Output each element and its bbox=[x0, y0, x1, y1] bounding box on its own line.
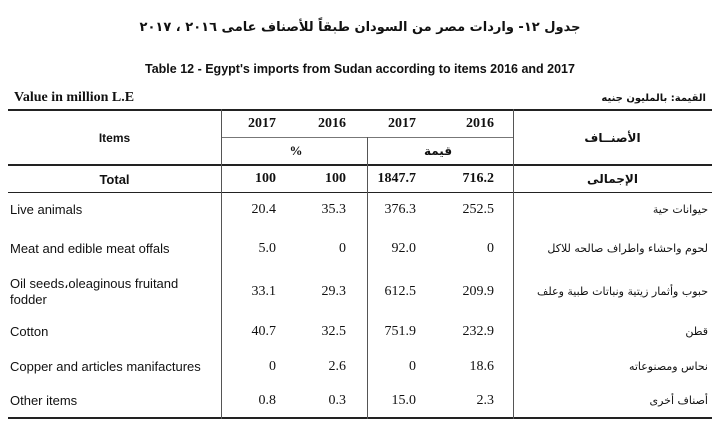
unit-label-english: Value in million L.E bbox=[14, 90, 135, 105]
items-header-ar: الأصنــاف bbox=[584, 130, 641, 145]
year-header: 2016 bbox=[318, 116, 346, 131]
row-value: 751.9 bbox=[384, 323, 416, 339]
row-value: 0.8 bbox=[258, 393, 276, 408]
row-value: 252.5 bbox=[462, 202, 494, 217]
year-header: 2017 bbox=[388, 116, 416, 131]
row-label-en: Copper and articles manifactures bbox=[10, 359, 201, 374]
percent-header: % bbox=[289, 143, 303, 158]
row-label-ar: لحوم واحشاء واطراف صالحه للاكل bbox=[547, 242, 708, 255]
data-table bbox=[8, 109, 712, 419]
row-value: 0.3 bbox=[328, 393, 346, 408]
title-arabic: جدول ١٢- واردات مصر من السودان طبقاً للأصناف عامى ٢٠١٦ ، ٢٠١٧ bbox=[139, 20, 581, 35]
row-value: 0 bbox=[487, 241, 494, 256]
row-value: 2.6 bbox=[328, 359, 346, 374]
row-label-en: Oil seeds،oleaginous fruitand fodder bbox=[10, 275, 179, 307]
unit-label-arabic: القيمة: بالمليون جنيه bbox=[601, 93, 706, 104]
row-value: 35.3 bbox=[321, 202, 346, 217]
row-value: 0 bbox=[339, 241, 346, 256]
value-header: قيمة bbox=[423, 144, 453, 158]
row-value: 40.7 bbox=[251, 323, 276, 339]
row-value: 33.1 bbox=[251, 283, 276, 299]
row-value: 376.3 bbox=[384, 202, 416, 217]
row-label-en: Other items bbox=[10, 393, 78, 408]
row-label-en: Cotton bbox=[10, 323, 49, 339]
total-label-ar: الإجمالى bbox=[587, 172, 638, 186]
row-value: 232.9 bbox=[462, 323, 494, 339]
total-value: 100 bbox=[325, 171, 346, 186]
row-value: 92.0 bbox=[391, 241, 416, 256]
row-value: 20.4 bbox=[251, 202, 276, 217]
title-english: Table 12 - Egypt's imports from Sudan according to items 2016 and 2017 bbox=[145, 62, 575, 76]
row-value: 5.0 bbox=[258, 241, 276, 256]
row-label-ar: أصناف أخرى bbox=[649, 394, 708, 407]
row-value: 32.5 bbox=[321, 323, 346, 339]
row-value: 0 bbox=[269, 359, 276, 374]
row-value: 0 bbox=[409, 359, 416, 374]
year-header: 2016 bbox=[466, 116, 494, 131]
total-value: 100 bbox=[255, 171, 276, 186]
total-label-en: Total bbox=[99, 171, 130, 187]
total-value: 716.2 bbox=[462, 171, 494, 186]
row-label-en: Live animals bbox=[10, 202, 83, 217]
items-header-en: Items bbox=[98, 130, 131, 145]
row-label-ar: قطن bbox=[685, 324, 708, 338]
row-value: 15.0 bbox=[391, 393, 416, 408]
row-value: 2.3 bbox=[476, 393, 494, 408]
row-label-en: Meat and edible meat offals bbox=[10, 241, 170, 256]
total-value: 1847.7 bbox=[377, 171, 416, 186]
row-value: 29.3 bbox=[321, 283, 346, 299]
row-label-ar: حيوانات حية bbox=[652, 203, 708, 216]
row-label-ar: نحاس ومصنوعاته bbox=[628, 360, 708, 373]
year-header: 2017 bbox=[248, 116, 276, 131]
table-bottom-border bbox=[8, 417, 712, 419]
row-value: 612.5 bbox=[384, 283, 416, 299]
row-label-ar: حبوب وأثمار زيتية ونباتات طبية وعلف bbox=[536, 284, 708, 298]
row-value: 209.9 bbox=[462, 283, 494, 299]
row-value: 18.6 bbox=[469, 359, 494, 374]
